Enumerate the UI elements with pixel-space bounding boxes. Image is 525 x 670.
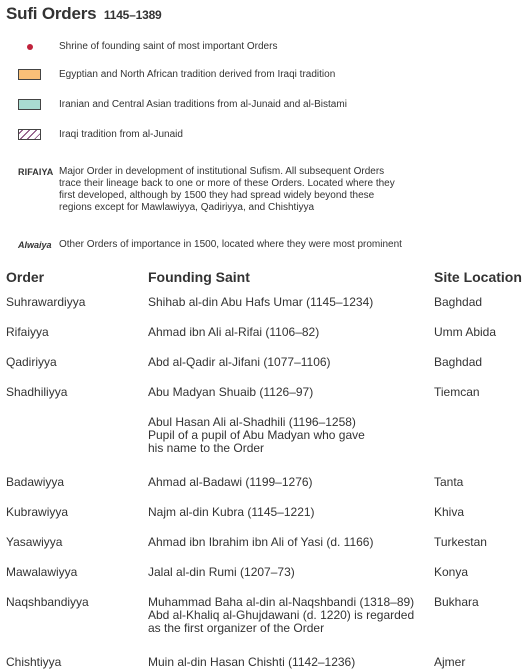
order-cell: Kubrawiyya bbox=[6, 505, 69, 519]
site-cell: Ajmer bbox=[434, 655, 466, 669]
site-cell: Bukhara bbox=[434, 595, 479, 609]
order-cell: Naqshbandiyya bbox=[6, 595, 89, 609]
site-cell: Tiemcan bbox=[434, 385, 480, 399]
header-founding-saint: Founding Saint bbox=[148, 269, 250, 285]
saint-note-cell: Abd al-Khaliq al-Ghujdawani (d. 1220) is regarded bbox=[148, 608, 415, 622]
title-text: Sufi Orders bbox=[6, 4, 97, 23]
legend-iranian-label: Iranian and Central Asian traditions from al-Junaid and al-Bistami bbox=[59, 99, 347, 110]
order-cell: Shadhiliyya bbox=[6, 385, 68, 399]
site-cell: Khiva bbox=[434, 505, 465, 519]
order-cell: Chishtiyya bbox=[6, 655, 62, 669]
orange-swatch-icon bbox=[18, 69, 41, 80]
saint-cell: Muin al-din Hasan Chishti (1142–1236) bbox=[148, 655, 356, 669]
saint-cell: Ahmad ibn Ali al-Rifai (1106–82) bbox=[148, 325, 320, 339]
saint-cell: Ahmad al-Badawi (1199–1276) bbox=[148, 475, 313, 489]
saint-cell: Abul Hasan Ali al-Shadhili (1196–1258) bbox=[148, 415, 356, 429]
site-cell: Umm Abida bbox=[434, 325, 497, 339]
saint-note-cell: his name to the Order bbox=[148, 441, 265, 455]
saint-cell: Abd al-Qadir al-Jifani (1077–1106) bbox=[148, 355, 331, 369]
legend-other-label: Other Orders of importance in 1500, located where they were most prominent bbox=[59, 239, 402, 250]
header-site-location: Site Location bbox=[434, 269, 522, 285]
site-cell: Tanta bbox=[434, 475, 464, 489]
site-cell: Baghdad bbox=[434, 295, 483, 309]
legend-major-text: Major Order in development of institutional Sufism. All subsequent Orders trace their lineage back to one or more of these Orders. Located where they first developed, although by 1500 they had spread widely beyond these regions except for Mawlawiyya, Qadiriyya, and Chishtiyya bbox=[59, 166, 395, 213]
saint-note-cell: Pupil of a pupil of Abu Madyan who gave bbox=[148, 428, 365, 442]
saint-cell: Ahmad ibn Ibrahim ibn Ali of Yasi (d. 1166) bbox=[148, 535, 374, 549]
saint-cell: Jalal al-din Rumi (1207–73) bbox=[148, 565, 295, 579]
hatched-swatch-icon bbox=[18, 129, 41, 140]
order-cell: Qadiriyya bbox=[6, 355, 57, 369]
saint-note-cell: as the first organizer of the Order bbox=[148, 621, 325, 635]
saint-cell: Abu Madyan Shuaib (1126–97) bbox=[148, 385, 314, 399]
order-cell: Suhrawardiyya bbox=[6, 295, 86, 309]
order-cell: Rifaiyya bbox=[6, 325, 49, 339]
title-years: 1145–1389 bbox=[103, 8, 162, 22]
site-cell: Konya bbox=[434, 565, 469, 579]
teal-swatch-icon bbox=[18, 99, 41, 110]
other-order-abbr: Alwaiya bbox=[18, 240, 52, 250]
order-cell: Mawalawiyya bbox=[6, 565, 78, 579]
page-title bbox=[6, 4, 162, 24]
shrine-dot-icon bbox=[27, 44, 33, 50]
saint-cell: Shihab al-din Abu Hafs Umar (1145–1234) bbox=[148, 295, 374, 309]
legend-iraqi-label: Iraqi tradition from al-Junaid bbox=[59, 129, 183, 140]
legend-egyptian-label: Egyptian and North African tradition derived from Iraqi tradition bbox=[59, 69, 336, 80]
legend-shrine-label: Shrine of founding saint of most important Orders bbox=[59, 41, 278, 52]
site-cell: Baghdad bbox=[434, 355, 483, 369]
major-order-abbr: RIFAIYA bbox=[18, 167, 54, 177]
order-cell: Yasawiyya bbox=[6, 535, 63, 549]
site-cell: Turkestan bbox=[434, 535, 487, 549]
order-cell: Badawiyya bbox=[6, 475, 65, 489]
saint-cell: Muhammad Baha al-din al-Naqshbandi (1318–89) bbox=[148, 595, 415, 609]
saint-cell: Najm al-din Kubra (1145–1221) bbox=[148, 505, 315, 519]
header-order: Order bbox=[6, 269, 45, 285]
